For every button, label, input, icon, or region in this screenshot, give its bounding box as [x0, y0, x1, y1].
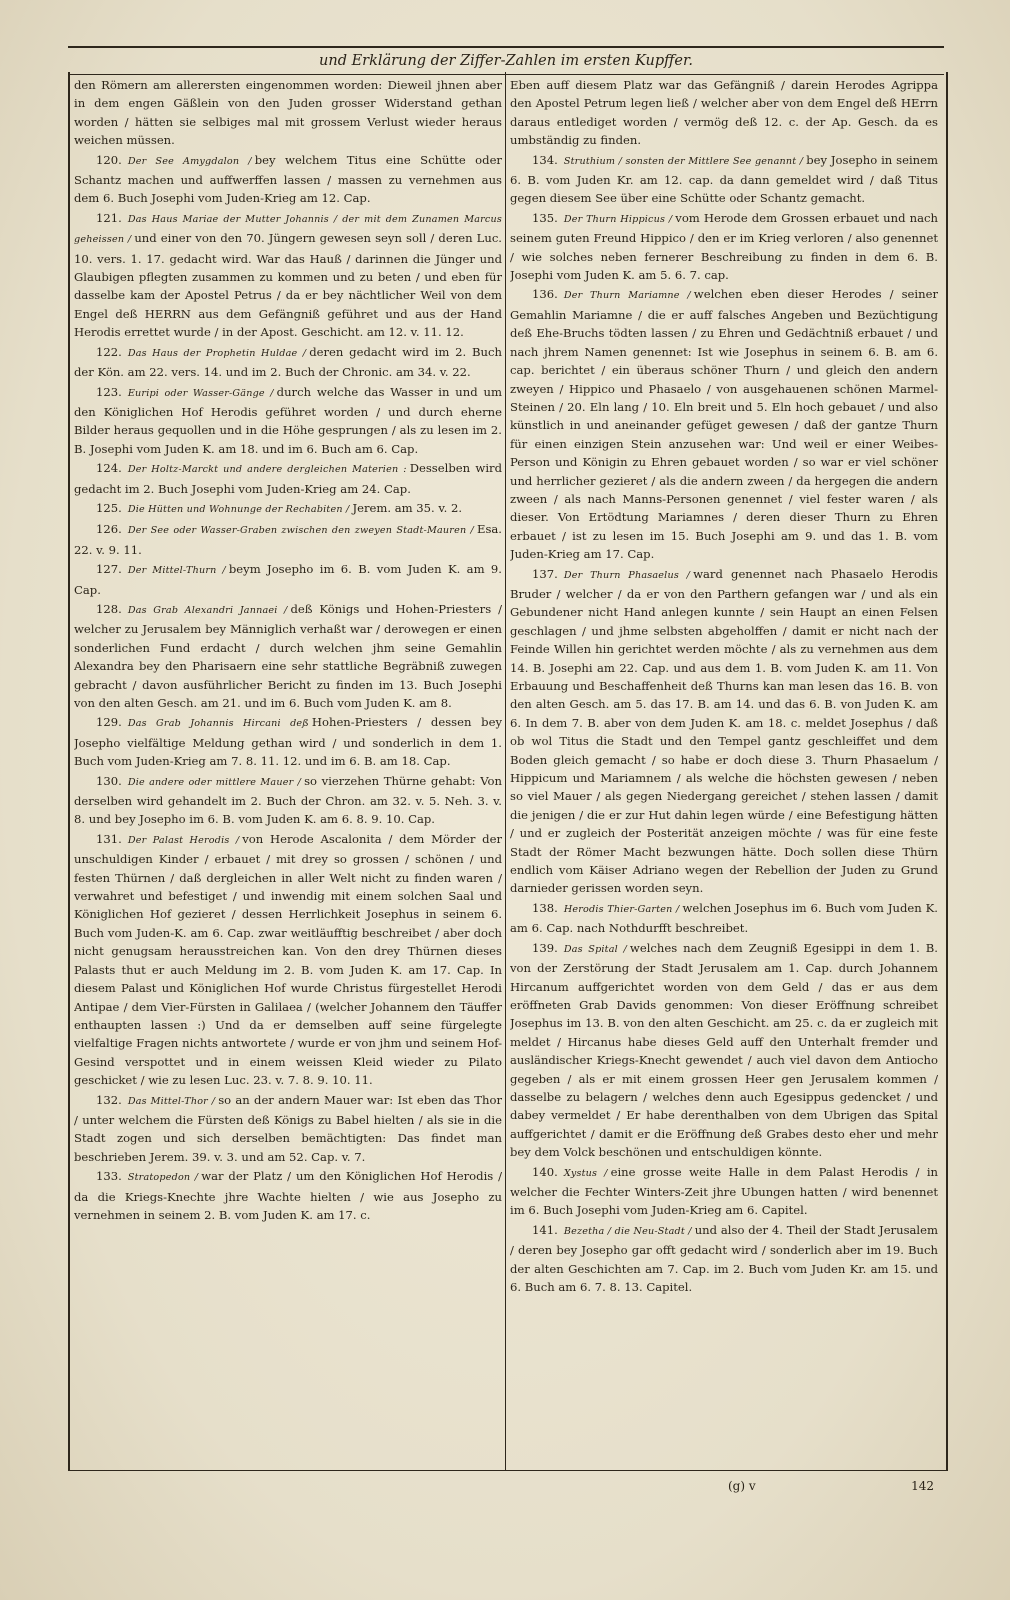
entry-number: 120.	[96, 152, 122, 167]
entry-term: Das Grab Alexandri Jannaei /	[127, 604, 288, 616]
entry-number: 140.	[532, 1164, 558, 1179]
entry-number: 128.	[96, 601, 122, 616]
entry	[74, 713, 502, 770]
entry-text: und einer von den 70. Jüngern gewesen seyn soll / deren Luc. 10. vers. 1. 17. gedacht wird. War das Hauß / darinnen die Jünger und Glaubigen pflegten zusammen zu kommen und zu beten / und eben für dasselbe kam der Apostel Petrus / da er bey nächtlicher Weil von dem Engel deß HERRN aus dem Gefängniß geführet und aus der Hand Herodis errettet wurde / in der Apost. Geschicht. am 12. v. 11. 12.	[74, 231, 502, 340]
entry-term: Der Palast Herodis /	[127, 834, 240, 846]
entry	[74, 520, 502, 559]
entry-number: 130.	[96, 773, 122, 788]
entry	[510, 939, 938, 1162]
entry	[74, 383, 502, 459]
entry	[74, 600, 502, 712]
entry-number: 125.	[96, 500, 122, 515]
entry-term: Herodis Thier-Garten /	[563, 903, 680, 915]
entry-number: 121.	[96, 210, 122, 225]
entry-text: bey Josepho in seinem 6. B. vom Juden Kr. am 12. cap. da dann gemeldet wird / daß Titus gegen diesem See über eine Schütte oder Schantz gemacht.	[510, 152, 938, 206]
entry	[74, 151, 502, 208]
entry-text: beym Josepho im 6. B. vom Juden K. am 9. Cap.	[74, 562, 502, 597]
entry-text: war der Platz / um den Königlichen Hof Herodis / da die Kriegs-Knechte jhre Wachte hielten / wie aus Josepho zu vernehmen in seinem 2. B. vom Juden K. am 17. c.	[74, 1169, 502, 1222]
entry	[510, 151, 938, 208]
entry	[74, 1167, 502, 1224]
entry-term: Das Grab Johannis Hircani deß	[127, 718, 309, 730]
entry	[510, 899, 938, 938]
entry-term: Euripi oder Wasser-Gänge /	[127, 387, 274, 399]
entry	[510, 565, 938, 898]
entry-term: Der Mittel-Thurn /	[127, 565, 226, 577]
entry-text: deren gedacht wird im 2. Buch der Kön. am 22. vers. 14. und im 2. Buch der Chronic. am 34. v. 22.	[74, 344, 502, 380]
left-continuation: den Römern am allerersten eingenommen worden: Dieweil jhnen aber in dem engen Gäßlein von den Juden grosser Widerstand gethan worden / hätten sie selbiges mal mit grossem Verlust wieder heraus weichen müssen.	[74, 78, 502, 148]
entry	[510, 209, 938, 285]
entry-term: Die Hütten und Wohnunge der Rechabiten /	[127, 503, 350, 515]
entry-number: 131.	[96, 831, 122, 846]
entry-text: welchen Josephus im 6. Buch vom Juden K. am 6. Cap. nach Nothdurfft beschreibet.	[510, 900, 938, 936]
entry	[74, 560, 502, 599]
right-column	[510, 76, 938, 1466]
entry	[510, 285, 938, 563]
entry-term: Das Spital /	[563, 943, 627, 955]
entry-term: Der See oder Wasser-Graben zwischen den zweyen Stadt-Mauren /	[127, 525, 474, 537]
entry-number: 135.	[532, 210, 558, 225]
entry-term: Das Haus Mariae der Mutter Johannis / der mit dem Zunamen Marcus geheissen /	[74, 213, 502, 246]
entry	[74, 830, 502, 1090]
entry-text: welches nach dem Zeugniß Egesippi in dem 1. B. von der Zerstörung der Stadt Jerusalem am 1. Cap. durch Johannem Hircanum auffgerichtet worden von dem Geld / das er aus dem eröffneten Grab Davids genommen: Von dieser Eröffnung schreibet Josephus im 13. B. von den alten Geschicht. am 25. c. da er zugleich mit meldet / Hircanus habe dieses Geld auff den Unterhalt fremder und ausländischer Kriegs-Knecht gewendet / auch viel davon dem Antiocho gegeben / als er mit einem grossen Heer gen Jerusalem kommen / dasselbe zu belagern / welches denn auch Egesippus gedencket / und dabey vermeldet / Er habe derenthalben von dem Ubrigen das Spital auffgerichtet / damit er die Eröffnung deß Grabes desto eher und mehr bey dem Volck beschönen und entschuldigen könnte.	[510, 940, 938, 1160]
entry-number: 133.	[96, 1169, 122, 1184]
entry-number: 123.	[96, 384, 122, 399]
entry-number: 137.	[532, 566, 558, 581]
entry-text: und also der 4. Theil der Stadt Jerusalem / deren bey Josepho gar offt gedacht wird / sonderlich aber im 19. Buch der alten Geschichten am 7. Cap. im 2. Buch vom Juden Kr. am 15. und 6. Buch am 6. 7. 8. 13. Capitel.	[510, 1222, 938, 1294]
entry-text: so an der andern Mauer war: Ist eben das Thor / unter welchem die Fürsten deß Königs zu Babel hielten / als sie in die Stadt zogen und sich derselben bemächtigten: Das findet man beschrieben Jerem. 39. v. 3. und am 52. Cap. v. 7.	[74, 1092, 502, 1164]
entry-term: Bezetha / die Neu-Stadt /	[563, 1225, 692, 1237]
entry	[74, 459, 502, 498]
entry-number: 129.	[96, 715, 122, 730]
entry	[74, 343, 502, 382]
entry	[74, 1091, 502, 1167]
entry	[74, 209, 502, 342]
entry-term: Das Haus der Prophetin Huldae /	[127, 347, 307, 359]
entry-term: Das Mittel-Thor /	[127, 1095, 216, 1107]
page-footer	[68, 1474, 944, 1498]
entry-number: 141.	[532, 1222, 558, 1237]
entry-term: Stratopedon /	[127, 1172, 199, 1184]
entry-text: Jerem. am 35. v. 2.	[352, 500, 463, 515]
entry-term: Struthium / sonsten der Mittlere See genannt /	[563, 155, 804, 167]
entry-number: 122.	[96, 344, 122, 359]
entry-number: 127.	[96, 562, 122, 577]
running-head: und Erklärung der Ziffer-Zahlen im ersten Kupffer.	[68, 46, 944, 75]
entry	[510, 1221, 938, 1297]
entry-term: Der Thurn Hippicus /	[563, 213, 673, 225]
entry-number: 134.	[532, 152, 558, 167]
entry-text: bey welchem Titus eine Schütte oder Schantz machen und auffwerffen lassen / massen zu vernehmen aus dem 6. Buch Josephi vom Juden-Krieg am 12. Cap.	[74, 152, 502, 206]
entry-number: 136.	[532, 287, 558, 302]
right-entries	[510, 151, 938, 1297]
signature-mark: (g) v	[728, 1479, 756, 1493]
entry-text: durch welche das Wasser in und um den Königlichen Hof Herodis geführet worden / und durch eherne Bilder heraus gequollen und in die Höhe gesprungen / als zu lesen im 2. B. Josephi vom Juden K. am 18. und im 6. Buch am 6. Cap.	[74, 384, 502, 456]
entry-number: 139.	[532, 940, 558, 955]
entry-number: 124.	[96, 461, 122, 476]
right-continuation: Eben auff diesem Platz war das Gefängniß / darein Herodes Agrippa den Apostel Petrum legen ließ / welcher aber von dem Engel deß HErrn daraus entlediget worden / vermög deß 12. c. der Ap. Gesch. da es umbständig zu finden.	[510, 78, 938, 148]
entry-term: Der See Amygdalon /	[127, 155, 252, 167]
column-divider	[505, 72, 506, 1470]
entry-term: Der Thurn Phasaelus /	[563, 569, 691, 581]
page-number: 142	[911, 1479, 934, 1493]
entry-text: Desselben wird gedacht im 2. Buch Josephi vom Juden-Krieg am 24. Cap.	[74, 461, 502, 496]
entry-text: Esa. 22. v. 9. 11.	[74, 522, 502, 557]
entry-text: vom Herode dem Grossen erbauet und nach seinem guten Freund Hippico / den er im Krieg verloren / also genennet / wie solches neben fernerer Beschreibung zu finden in dem 6. B. Josephi vom Juden K. am 5. 6. 7. cap.	[510, 210, 938, 283]
entry-text: so vierzehen Thürne gehabt: Von derselben wird gehandelt im 2. Buch der Chron. am 32. v. 5. Neh. 3. v. 8. und bey Josepho im 6. B. vom Juden K. am 6. 8. 9. 10. Cap.	[74, 773, 502, 827]
entry	[74, 772, 502, 829]
entry	[510, 1163, 938, 1220]
entry	[74, 499, 502, 519]
entry-text: von Herode Ascalonita / dem Mörder der unschuldigen Kinder / erbauet / mit drey so grossen / schönen / und festen Thürnen / daß dergleichen in aller Welt nicht zu finden waren / verwahret und befestiget / und inwendig mit einem solchen Saal und Königlichen Hof gezieret / dessen Herrlichkeit Josephus in seinem 6. Buch vom Juden-K. am 6. Cap. zwar weitläufftig beschreibet / aber doch nicht genugsam herausstreichen kan. Von den drey Thürnen dieses Palasts thut er auch Meldung im 2. B. vom Juden K. am 17. Cap. In diesem Palast und Königlichen Hof wurde Christus fürgestellet Herodi Antipae / dem Vier-Fürsten in Galilaea / (welcher Johannem den Täuffer enthaupten lassen :) Und da er demselben auff seine fürgelegte vielfaltige Fragen nichts antwortete / wurde er von jhm und seinem Hof-Gesind verspottet und in einem weissen Kleid wieder zu Pilato geschicket / wie zu lesen Luc. 23. v. 7. 8. 9. 10. 11.	[74, 831, 502, 1088]
left-entries	[74, 151, 502, 1225]
entry-term: Die andere oder mittlere Mauer /	[127, 776, 302, 788]
entry-number: 126.	[96, 522, 122, 537]
entry-text: welchen eben dieser Herodes / seiner Gemahlin Mariamne / die er auff falsches Angeben und Bezüchtigung deß Ehe-Bruchs tödten lassen / zu Ehren und Gedächtniß erbauet / und nach jhrem Namen genennet: Ist wie Josephus in seinem 6. B. am 6. cap. berichtet / ein überaus schöner Thurn / und gleich den andern zweyen / Hippico und Phasaelo / von ausgehauenen schönen Marmel-Steinen / 20. Eln lang / 10. Eln breit und 5. Eln hoch gebauet / und also künstlich in und aneinander gefüget gewesen / daß der gantze Thurn für einen einzigen Stein anzusehen war: Und weil er einer Weibes-Person und Königin zu Ehren gebauet worden / so war er viel schöner und herrlicher gezieret / als die andern zween / da hergegen die andern zween / als nach Manns-Personen genennet / viel fester waren / als dieser. Von Ertödtung Mariamnes / deren dieser Thurn zu Ehren erbauet / ist zu lesen im 15. Buch Josephi am 9. und das 1. B. vom Juden-Krieg am 17. Cap.	[510, 287, 938, 562]
entry-term: Xystus /	[563, 1167, 608, 1179]
entry-text: deß Königs und Hohen-Priesters / welcher zu Jerusalem bey Männiglich verhaßt war / derowegen er einen sonderlichen Fund erdacht / durch welchen jhm seine Gemahlin Alexandra bey den Pharisaern eine sehr stattliche Begräbniß zuwegen gebracht / davon ausführlicher Bericht zu finden im 13. Buch Josephi von den alten Gesch. am 21. und im 6. Buch vom Juden K. am 8.	[74, 601, 502, 710]
entry-text: ward genennet nach Phasaelo Herodis Bruder / welcher / da er von den Parthern gefangen war / und als ein Gebundener nicht Hand anlegen kunnte / sein Haupt an einen Felsen geschlagen / und jhme selbsten abgeholffen / damit er nicht nach der Feinde Willen hin gerichtet werden möchte / als zu vernehmen aus dem 14. B. Josephi am 22. Cap. und aus dem 1. B. vom Juden K. am 11. Von Erbauung und Beschaffenheit deß Thurns kan man lesen das 16. B. von den alten Gesch. am 5. das 17. B. am 14. und das 6. B. von Juden K. am 6. In dem 7. B. aber von dem Juden K. am 18. c. meldet Josephus / daß ob wol Titus die Stadt und den Tempel gantz geschleiffet und dem Boden gleich gemacht / so habe er doch diese 3. Thurn Phasaelum / Hippicum und Mariamnem / als welche die höchsten gewesen / neben so viel Mauer / als gegen Niedergang gereichet / stehen lassen / damit die jenigen / die er zur Hut dahin legen würde / eine Befestigung hätten / und er zugleich der Posterität anzeigen möchte / was für eine feste Stadt der Römer Macht bezwungen hätte. Doch sollen diese Thürn endlich vom Käiser Adriano wegen der Rebellion der Juden zu Grund darnieder gerissen worden seyn.	[510, 566, 938, 896]
left-column	[74, 76, 502, 1466]
entry-term: Der Thurn Mariamne /	[563, 290, 691, 302]
entry-number: 138.	[532, 900, 558, 915]
entry-number: 132.	[96, 1092, 122, 1107]
entry-term: Der Holtz-Marckt und andere dergleichen Materien :	[127, 464, 407, 476]
entry-text: Hohen-Priesters / dessen bey Josepho vielfältige Meldung gethan wird / und sonderlich in dem 1. Buch vom Juden-Krieg am 7. 8. 11. 12. und im 6. B. am 18. Cap.	[74, 715, 502, 769]
entry-text: eine grosse weite Halle in dem Palast Herodis / in welcher die Fechter Winters-Zeit jhre Ubungen hatten / wird benennet im 6. Buch Josephi vom Juden-Krieg am 6. Capitel.	[510, 1164, 938, 1218]
